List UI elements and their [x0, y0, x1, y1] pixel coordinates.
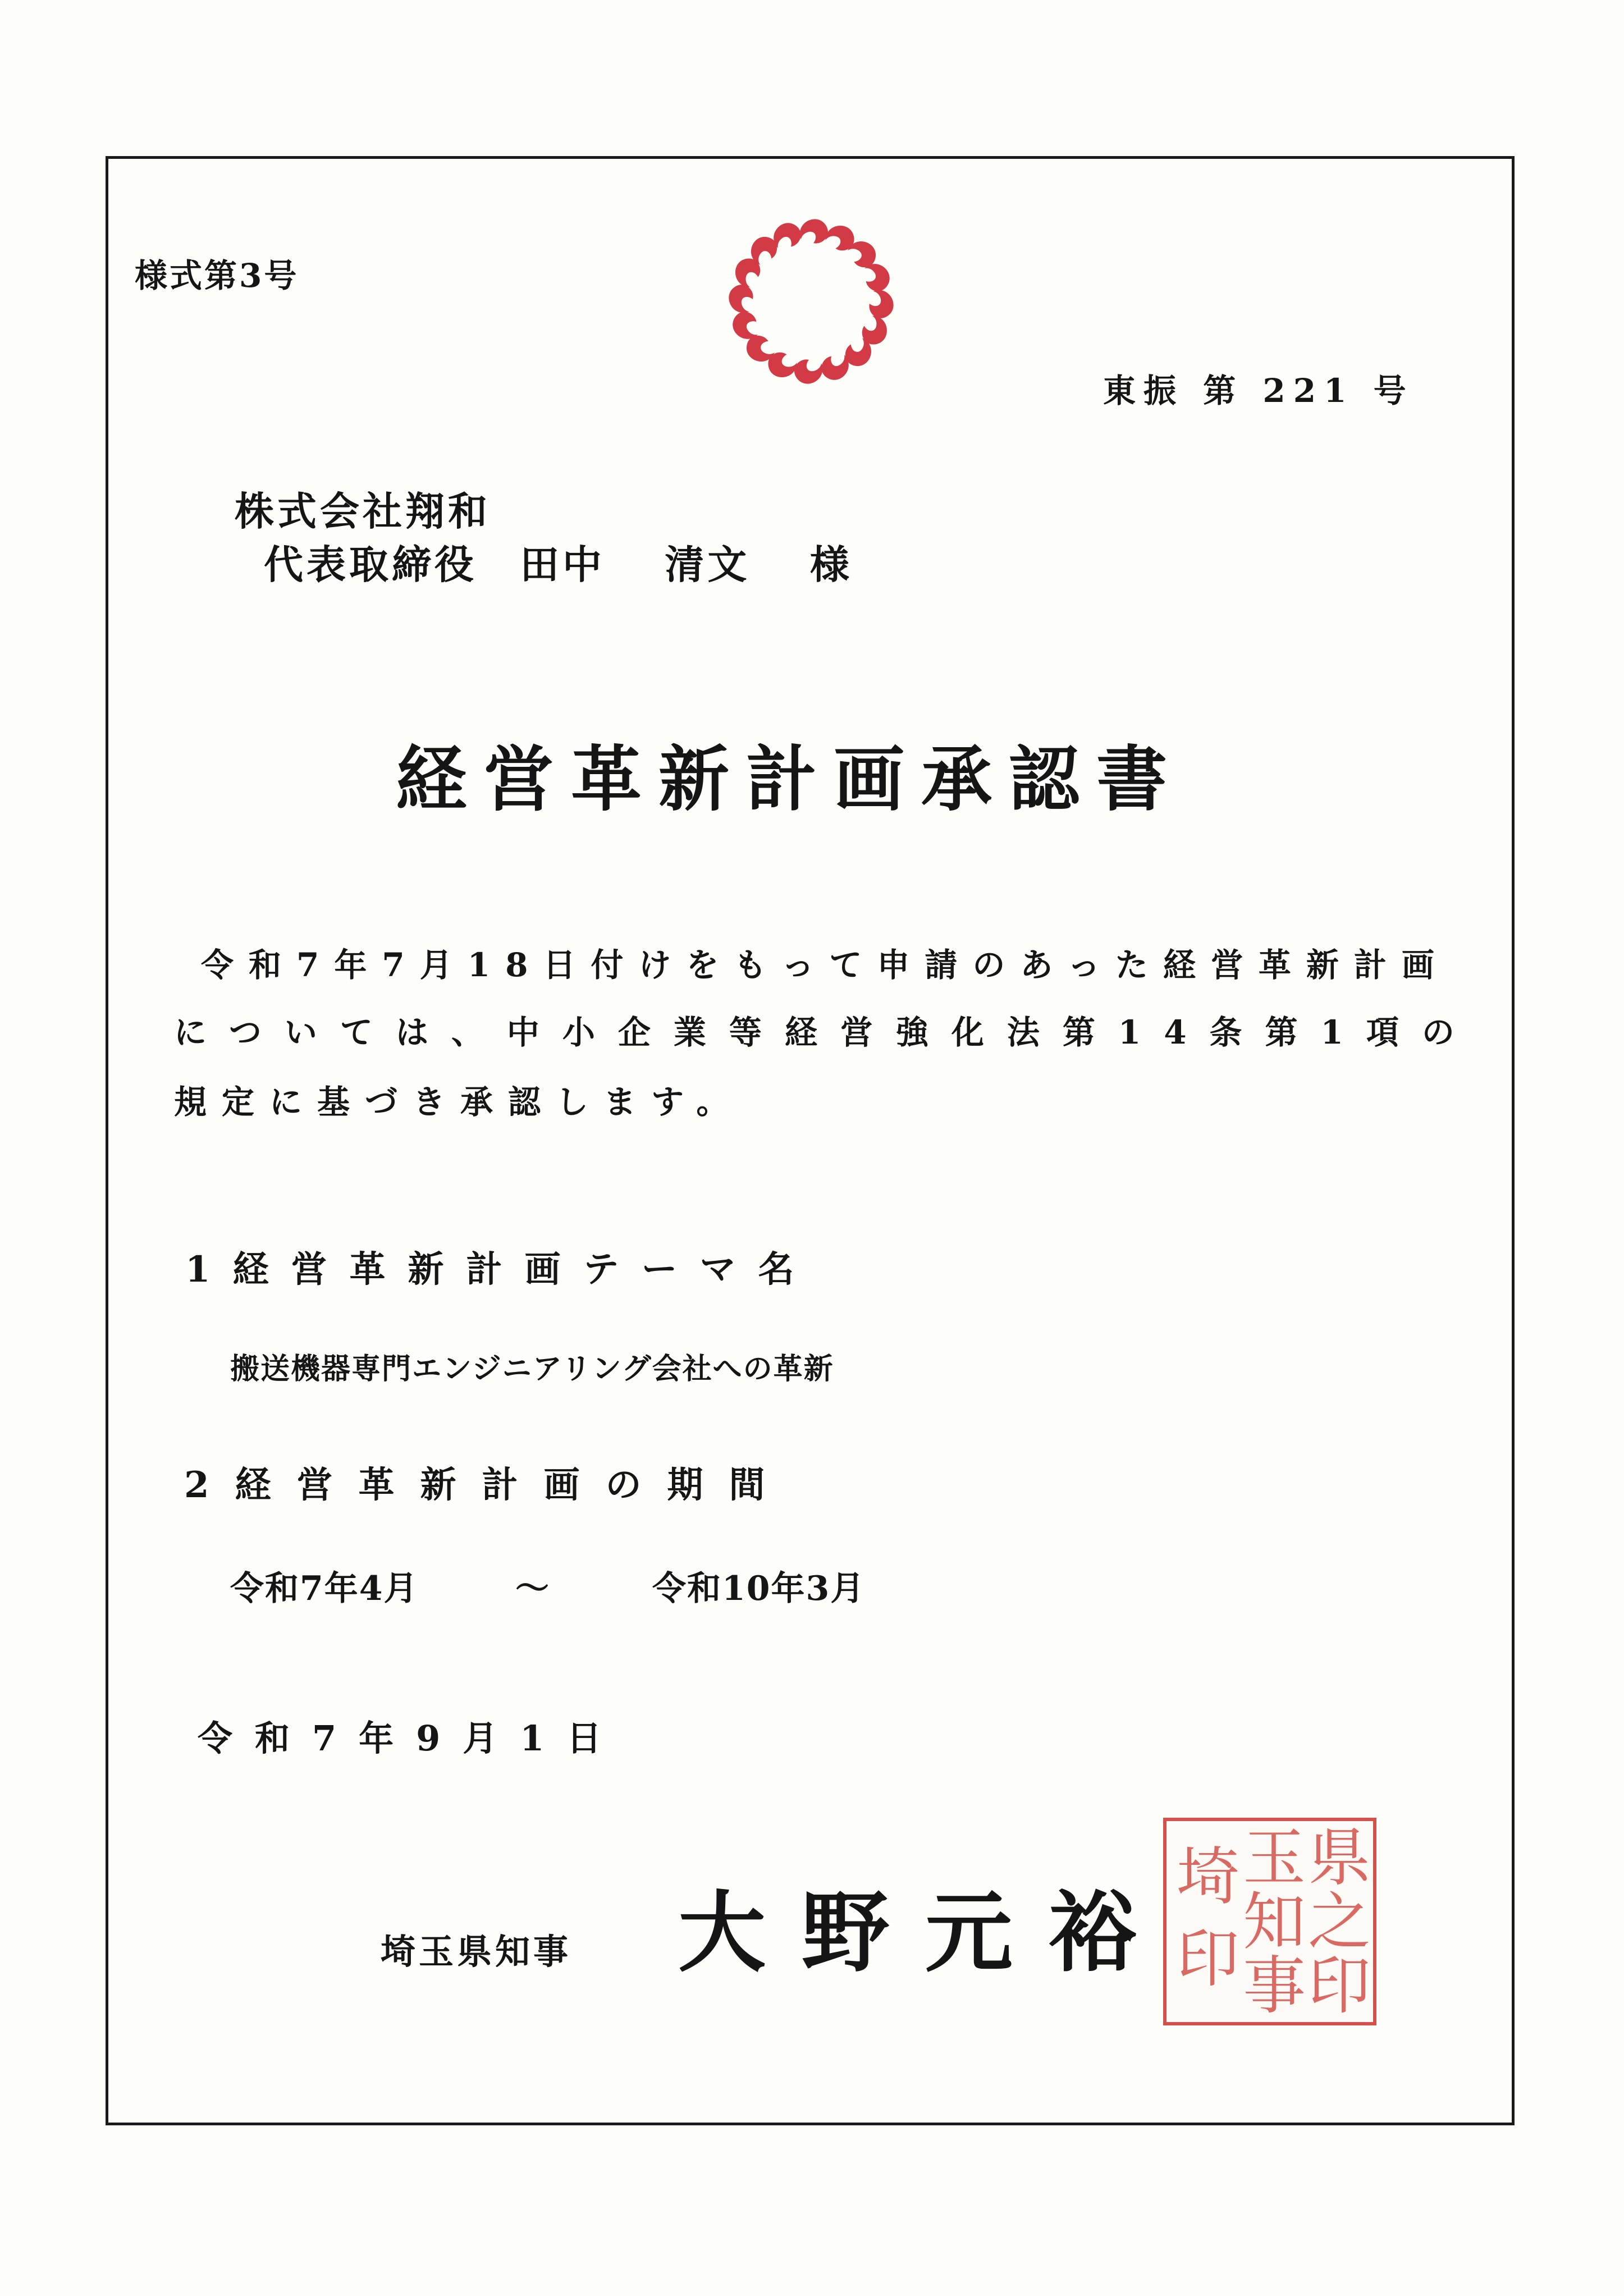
emblem-petal	[823, 221, 858, 254]
plan-period-start: 令和7年4月	[230, 1569, 419, 1608]
plan-period-separator: ～	[515, 1569, 549, 1608]
body-line-1: 令和7年7月18日付けをもって申請のあった経営革新計画	[201, 946, 1449, 984]
document-number: 東振 第 221 号	[1103, 372, 1414, 410]
body-line-3: 規定に基づき承認します。	[174, 1083, 744, 1121]
plan-theme-value: 搬送機器専門エンジニアリング会社への革新	[230, 1352, 834, 1386]
emblem-petal	[800, 219, 828, 243]
saitama-prefecture-emblem-icon	[719, 209, 904, 394]
emblem-petal	[858, 313, 891, 349]
recipient-company: 株式会社翔和	[235, 488, 491, 534]
form-number: 様式第3号	[135, 257, 299, 295]
issue-date: 令和7年9月1日	[198, 1718, 624, 1759]
plan-period-end: 令和10年3月	[652, 1569, 866, 1608]
emblem-petal	[869, 290, 893, 318]
emblem-petal	[729, 285, 753, 313]
emblem-petal	[794, 359, 822, 383]
document-title: 経営革新計画承認書	[396, 738, 1184, 821]
emblem-petal	[764, 349, 799, 382]
emblem-petal	[731, 254, 764, 290]
body-line-2: については、中小企業等経営強化法第14条第1項の	[174, 1013, 1477, 1051]
plan-theme-heading: 1経営革新計画テーマ名	[185, 1248, 817, 1291]
recipient-representative: 代表取締役 田中 清文 様	[264, 541, 853, 588]
issuer-title: 埼玉県知事	[381, 1931, 572, 1972]
plan-period-heading: 2経営革新計画の期間	[184, 1464, 791, 1506]
official-seal-stamp: 県 之 印 玉 知 事 埼 印	[1163, 1818, 1376, 2025]
issuer-name: 大野元裕	[678, 1881, 1172, 1984]
